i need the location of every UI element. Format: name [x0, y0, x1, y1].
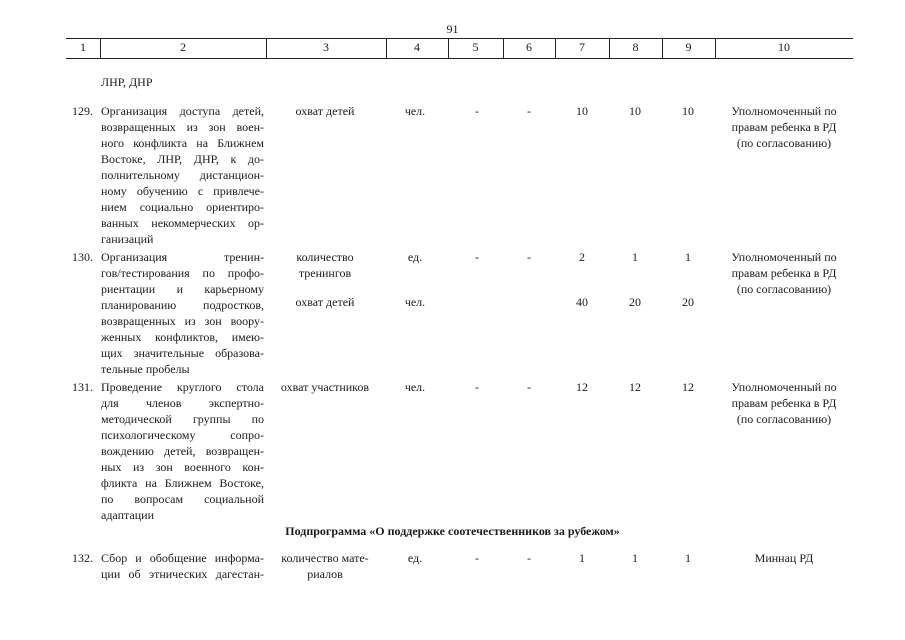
description-line: возвращенных из зон воору- — [101, 314, 264, 328]
header-bottom-border — [66, 58, 853, 59]
description-line: ного конфликта на Ближнем — [101, 136, 264, 150]
header-col-9: 9 — [685, 40, 692, 54]
description-line: гов/тестирования по профо- — [101, 266, 264, 280]
row-col-6: - — [527, 104, 531, 118]
description-line: Сбор и обобщение информа- — [101, 551, 264, 565]
description-line: ганизаций — [101, 232, 154, 246]
row-indicator — [270, 550, 380, 582]
row-col-9: 10 — [682, 104, 694, 118]
row-col-7-secondary: 40 — [576, 295, 588, 309]
description-line: ции об этнических дагестан- — [101, 567, 264, 581]
indicator-line: риалов — [307, 567, 343, 581]
description-line: ному обучению с привлече- — [101, 184, 264, 198]
header-col-2: 2 — [180, 40, 186, 54]
row-responsible — [722, 103, 846, 151]
responsible-line: (по согласованию) — [736, 282, 832, 296]
row-unit: чел. — [404, 380, 426, 394]
description-line: фликта на Ближнем Востоке, — [101, 476, 264, 490]
header-col-1: 1 — [80, 40, 86, 54]
row-indicator — [270, 249, 380, 281]
responsible-line: Уполномоченный по — [731, 250, 837, 264]
description-line: планированию подростков, — [101, 298, 264, 312]
description-line: возвращенных из зон воен- — [101, 120, 264, 134]
row-col-8: 12 — [629, 380, 641, 394]
row-col-8-secondary: 20 — [629, 295, 641, 309]
description-line: Организация тренин- — [101, 250, 264, 264]
row-col-5: - — [475, 104, 479, 118]
row-description — [101, 103, 264, 247]
header-col-5: 5 — [472, 40, 479, 54]
description-line: Организация доступа детей, — [101, 104, 264, 118]
description-line: Проведение круглого стола — [101, 380, 264, 394]
row-col-6: - — [527, 380, 531, 394]
description-line: психологическому сопро- — [101, 428, 264, 442]
responsible-line: (по согласованию) — [736, 412, 832, 426]
row-col-8: 1 — [632, 250, 638, 264]
subprogram-heading: Подпрограмма «О поддержке соотечественников за рубежом» — [285, 524, 620, 538]
row-description — [101, 379, 264, 523]
description-line: методической группы по — [101, 412, 264, 426]
description-line: нием социально ориентиро- — [101, 200, 264, 214]
description-line: тельные пробелы — [101, 362, 190, 376]
row-col-6: - — [527, 551, 531, 565]
header-col-8: 8 — [632, 40, 639, 54]
row-col-8: 1 — [632, 551, 638, 565]
row-responsible — [722, 249, 846, 297]
row-unit: чел. — [404, 104, 426, 118]
indicator-line: тренингов — [298, 266, 352, 280]
responsible-line: правам ребенка в РД — [731, 396, 837, 410]
row-unit: ед. — [407, 551, 423, 565]
responsible-line: Уполномоченный по — [731, 104, 837, 118]
row-responsible: Миннац РД — [754, 551, 814, 565]
indicator-line: количество — [296, 250, 354, 264]
responsible-line: правам ребенка в РД — [731, 266, 837, 280]
header-col-3: 3 — [323, 40, 329, 54]
description-line: ванных некоммерческих ор- — [101, 216, 264, 230]
description-line: женных конфликтов, имею- — [101, 330, 264, 344]
row-col-7: 2 — [579, 250, 585, 264]
header-col-10: 10 — [778, 40, 790, 54]
responsible-line: (по согласованию) — [736, 136, 832, 150]
row-col-7: 10 — [576, 104, 588, 118]
description-line: щих значительные образова- — [101, 346, 264, 360]
row-col-7: 12 — [576, 380, 588, 394]
header-col-4: 4 — [414, 40, 420, 54]
row-number: 131. — [72, 380, 93, 394]
row-col-5: - — [475, 551, 479, 565]
row-responsible — [722, 379, 846, 427]
row-description — [101, 249, 264, 377]
row-indicator-secondary: охват детей — [295, 295, 355, 309]
row-number: 130. — [72, 250, 93, 264]
row-col-9: 12 — [682, 380, 694, 394]
row-unit-secondary: чел. — [404, 295, 426, 309]
description-line: вождению детей, возвращен- — [101, 444, 264, 458]
row-indicator: охват участников — [280, 380, 370, 394]
description-line: адаптации — [101, 508, 155, 522]
row-col-9: 1 — [685, 551, 691, 565]
row-col-6: - — [527, 250, 531, 264]
description-line: Востоке, ЛНР, ДНР, к до- — [101, 152, 264, 166]
responsible-line: правам ребенка в РД — [731, 120, 837, 134]
row-col-5: - — [475, 380, 479, 394]
row-col-9-secondary: 20 — [682, 295, 694, 309]
row-number: 132. — [72, 551, 93, 565]
row-number: 129. — [72, 104, 93, 118]
description-line: полнительному дистанцион- — [101, 168, 264, 182]
header-col-7: 7 — [579, 40, 585, 54]
row-col-9: 1 — [685, 250, 691, 264]
row-indicator: охват детей — [295, 104, 355, 118]
description-line: для членов экспертно- — [101, 396, 264, 410]
indicator-line: количество мате- — [281, 551, 369, 565]
row-description — [101, 550, 264, 582]
header-col-6: 6 — [526, 40, 532, 54]
description-line: по вопросам социальной — [101, 492, 264, 506]
row-unit: ед. — [407, 250, 423, 264]
row-col-5: - — [475, 250, 479, 264]
carryover-text: ЛНР, ДНР — [101, 75, 153, 89]
header-top-border — [66, 38, 853, 39]
description-line: риентации и карьерному — [101, 282, 264, 296]
row-col-7: 1 — [579, 551, 585, 565]
responsible-line: Уполномоченный по — [731, 380, 837, 394]
description-line: ных из зон военного кон- — [101, 460, 264, 474]
row-col-8: 10 — [629, 104, 641, 118]
page-number: 91 — [446, 22, 459, 36]
